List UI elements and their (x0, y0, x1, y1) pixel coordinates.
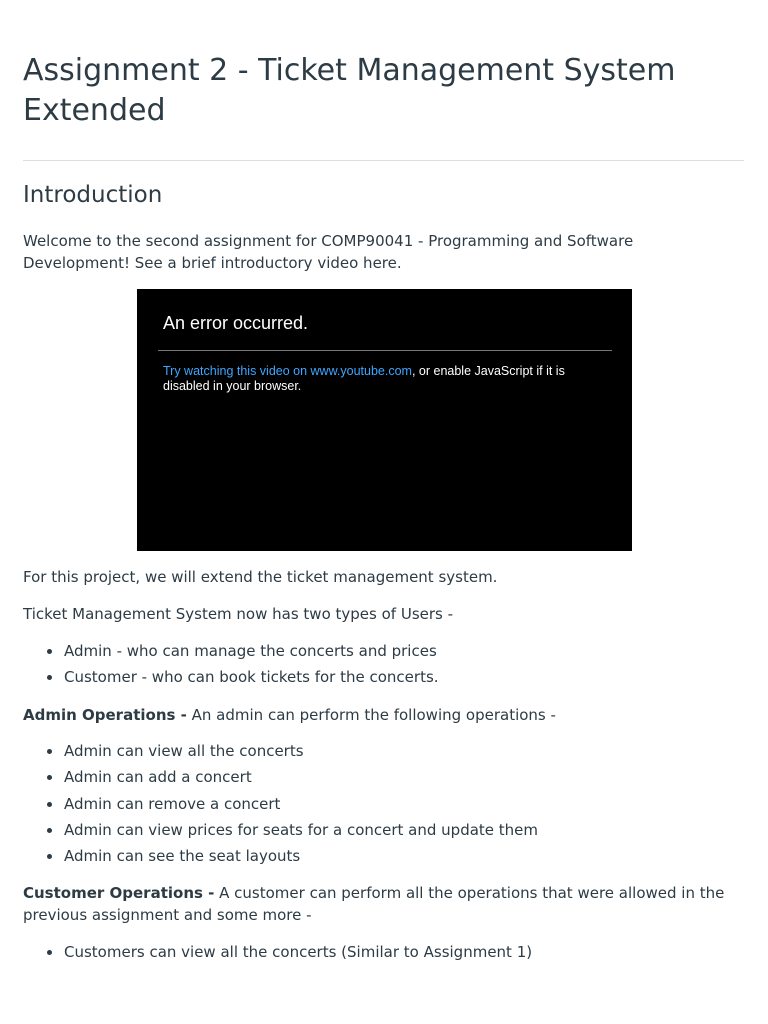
admin-operations-list (23, 740, 744, 871)
introduction-heading: Introduction (23, 182, 163, 208)
video-error-title: An error occurred. (163, 313, 309, 333)
list-item: Admin - who can manage the concerts and prices (23, 640, 744, 666)
admin-operations-paragraph (23, 704, 744, 726)
user-types-list (23, 640, 744, 693)
video-error-message-rest: , or enable JavaScript if it is disabled in your browser. (163, 364, 565, 393)
customer-operations-label: Customer Operations - (23, 884, 215, 902)
list-item: Admin can view prices for seats for a concert and update them (23, 819, 744, 845)
list-item: Customers can view all the concerts (Similar to Assignment 1) (23, 941, 744, 967)
admin-operations-text: An admin can perform the following operations - (186, 706, 556, 724)
list-item: Customer - who can book tickets for the concerts. (23, 666, 744, 692)
page-title: Assignment 2 - Ticket Management System Extended (23, 53, 676, 128)
admin-operations-label: Admin Operations - (23, 706, 187, 724)
customer-operations-text: A customer can perform all the operations that were allowed in the previous assignment and some more - (23, 884, 725, 924)
video-error-message (163, 364, 603, 394)
embedded-video-player[interactable] (137, 289, 632, 551)
extend-paragraph: For this project, we will extend the ticket management system. (23, 568, 498, 586)
list-item: Admin can view all the concerts (23, 740, 744, 766)
customer-operations-list (23, 941, 744, 967)
list-item: Admin can remove a concert (23, 793, 744, 819)
welcome-paragraph: Welcome to the second assignment for COMP90041 - Programming and Software Development! See a brief introductory video here. (23, 232, 634, 272)
youtube-link[interactable]: Try watching this video on www.youtube.com (163, 364, 412, 378)
customer-operations-paragraph (23, 882, 744, 926)
list-item: Admin can add a concert (23, 766, 744, 792)
video-error-divider (158, 350, 612, 351)
user-types-paragraph: Ticket Management System now has two types of Users - (23, 605, 454, 623)
list-item: Admin can see the seat layouts (23, 845, 744, 871)
title-divider (23, 160, 744, 161)
